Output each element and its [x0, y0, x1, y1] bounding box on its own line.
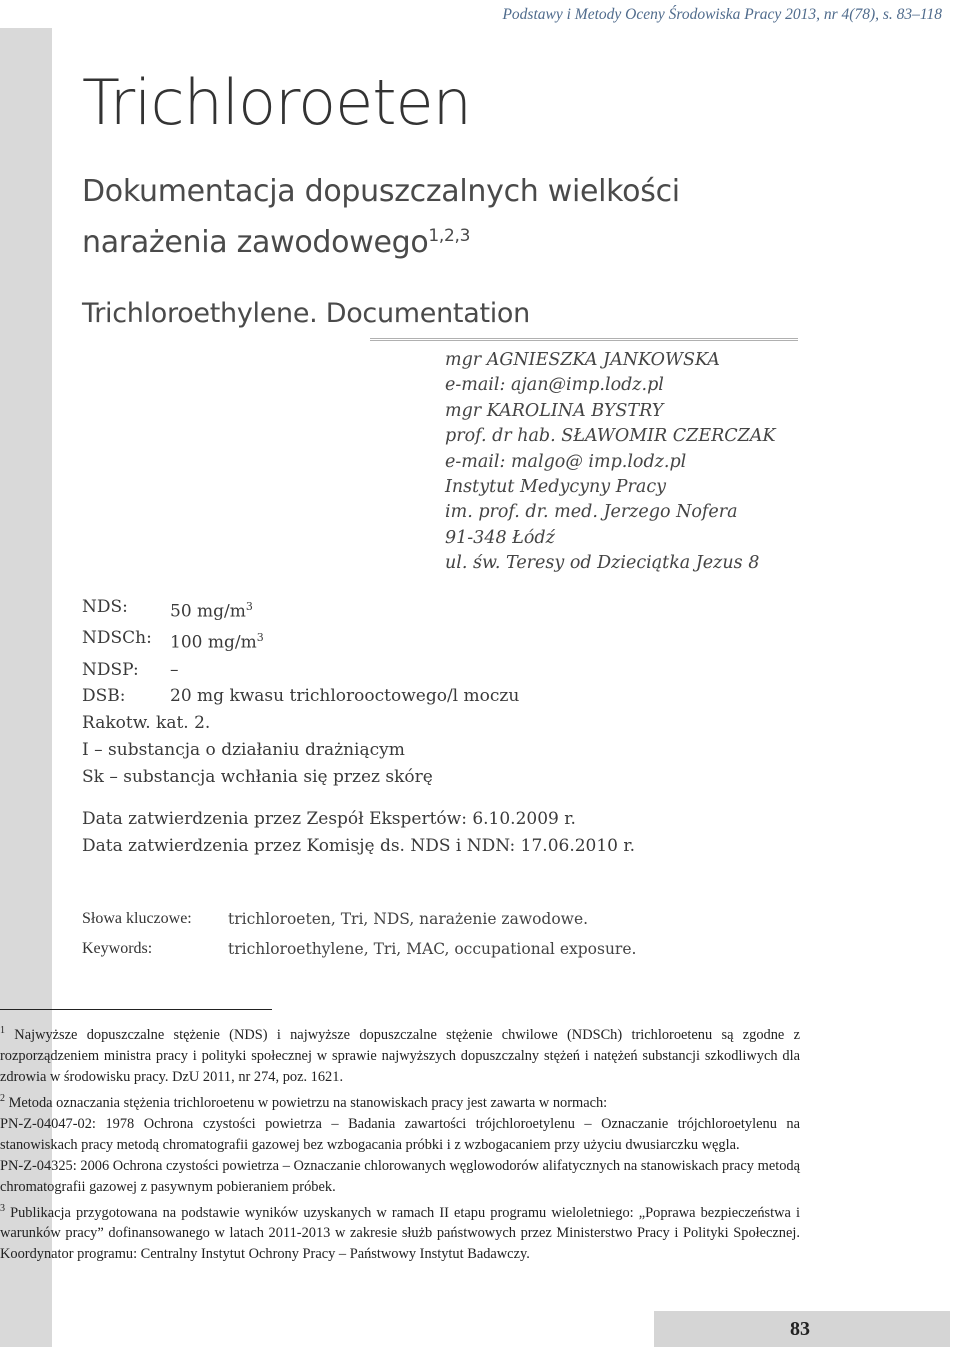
nds-row [82, 594, 519, 625]
commission-approval: Data zatwierdzenia przez Komisję ds. NDS i NDN: 17.06.2010 r. [82, 836, 636, 856]
subtitle-line-2-text: narażenia zawodowego [82, 225, 429, 260]
authors-block [445, 348, 776, 577]
footnote-3-number: 3 [0, 1202, 5, 1214]
dsb-label: DSB: [82, 686, 126, 707]
affiliation-line: 91-348 Łódź [445, 527, 555, 548]
footnote-rule [0, 1009, 272, 1010]
keywords-block [82, 904, 636, 964]
ndsch-unit-sup: 3 [256, 631, 264, 645]
author-email: e-mail: malgo@ imp.lodz.pl [445, 451, 687, 472]
keywords-en-text: trichloroethylene, Tri, MAC, occupational exposure. [228, 940, 637, 958]
approval-dates [82, 806, 635, 860]
ndsch-value-text: 100 mg/m [170, 633, 257, 654]
ndsp-value: – [170, 659, 179, 680]
keywords-en-row [82, 934, 636, 964]
footnote-1 [0, 1020, 800, 1088]
author-line: mgr AGNIESZKA JANKOWSKA [445, 350, 720, 370]
ndsch-label: NDSCh: [82, 628, 152, 649]
footnote-2-number: 2 [0, 1092, 5, 1104]
affiliation-line: im. prof. dr. med. Jerzego Nofera [445, 502, 738, 523]
keywords-pl-row [82, 904, 636, 934]
irritant-row: I – substancja o działaniu drażniącym [82, 739, 405, 760]
footnote-refs: 1,2,3 [428, 226, 471, 246]
footnote-3-text: Publikacja przygotowana na podstawie wyników uzyskanych w ramach II etapu programu wieloletniego: „Poprawa bezpieczeństwa i warunków pracy” dofinansowanego w latach 2011-2013 w zakresie służb państwowych przez Ministerstwo Pracy i Polityki Społecznej. Koordynator programu: Centralny Instytut Ochrony Pracy – Państwowy Instytut Badawczy. [0, 1204, 800, 1263]
carcinogen-row: Rakotw. kat. 2. [82, 713, 211, 734]
affiliation-line: ul. św. Teresy od Dzieciątka Jezus 8 [445, 553, 760, 574]
footnote-1-number: 1 [0, 1025, 5, 1036]
ndsp-row [82, 657, 519, 684]
footnote-2 [0, 1088, 800, 1114]
author-line: prof. dr hab. SŁAWOMIR CZERCZAK [445, 426, 776, 447]
title-divider [370, 338, 798, 341]
affiliation-line: Instytut Medycyny Pracy [445, 477, 667, 498]
footnote-2-text: Metoda oznaczania stężenia trichloroetenu w powietrzu na stanowiskach pracy jest zawarta w normach: [8, 1094, 608, 1111]
exposure-limits [82, 594, 519, 790]
nds-value [170, 594, 253, 625]
nds-label: NDS: [82, 597, 128, 617]
subtitle-line-2 [82, 214, 680, 265]
footnote-2-standard-2: PN-Z-04325: 2006 Ochrona czystości powietrza – Oznaczanie chlorowanych węglowodorów alifatycznych na stanowiskach pracy metodą chromatografii gazowej z pasywnym pobieraniem próbek. [0, 1157, 800, 1195]
page-number: 83 [790, 1318, 810, 1340]
keywords-pl-label: Słowa kluczowe: [82, 910, 192, 927]
page-title: Trichloroeten [82, 66, 471, 139]
experts-approval: Data zatwierdzenia przez Zespół Ekspertów: 6.10.2009 r. [82, 809, 576, 829]
journal-header: Podstawy i Metody Oceny Środowiska Pracy 2013, nr 4(78), s. 83–118 [502, 6, 942, 23]
subtitle-polish [82, 170, 680, 265]
nds-unit-sup: 3 [245, 600, 253, 613]
ndsp-label: NDSP: [82, 659, 139, 680]
footnote-2-standard-1: PN-Z-04047-02: 1978 Ochrona czystości powietrza – Badania zawartości trójchloroetylenu – Oznaczanie trójchloroetylenu na stanowiskach pracy metodą chromatografii gazowej bez wzbogacania próbki i z wzbogacaniem przy użyciu dwusiarczku węgla. [0, 1115, 800, 1153]
author-email: e-mail: ajan@imp.lodz.pl [445, 375, 664, 396]
footnote-1-text: Najwyższe dopuszczalne stężenie (NDS) i najwyższe dopuszczalne stężenie chwilowe (NDSCh) trichloroetenu są zgodne z rozporządzeniem ministra pracy i polityki społecznej w sprawie najwyższych dopuszczalny stężeń i natężeń substancji szkodliwych dla zdrowia w środowisku pracy. DzU 2011, nr 274, poz. 1621. [0, 1026, 800, 1085]
footnote-3 [0, 1198, 800, 1266]
keywords-en-label: Keywords: [82, 940, 153, 957]
skin-row: Sk – substancja wchłania się przez skórę [82, 766, 433, 787]
footnotes [0, 1020, 800, 1265]
nds-value-text: 50 mg/m [170, 601, 246, 622]
author-line: mgr KAROLINA BYSTRY [445, 400, 664, 421]
ndsch-value [170, 625, 264, 656]
dsb-row [82, 683, 519, 710]
dsb-value: 20 mg kwasu trichlorooctowego/l moczu [170, 686, 520, 707]
subtitle-line-1: Dokumentacja dopuszczalnych wielkości [82, 174, 680, 209]
keywords-pl-text: trichloroeten, Tri, NDS, narażenie zawodowe. [228, 910, 589, 928]
ndsch-row [82, 625, 519, 656]
subtitle-english: Trichloroethylene. Documentation [82, 298, 530, 329]
